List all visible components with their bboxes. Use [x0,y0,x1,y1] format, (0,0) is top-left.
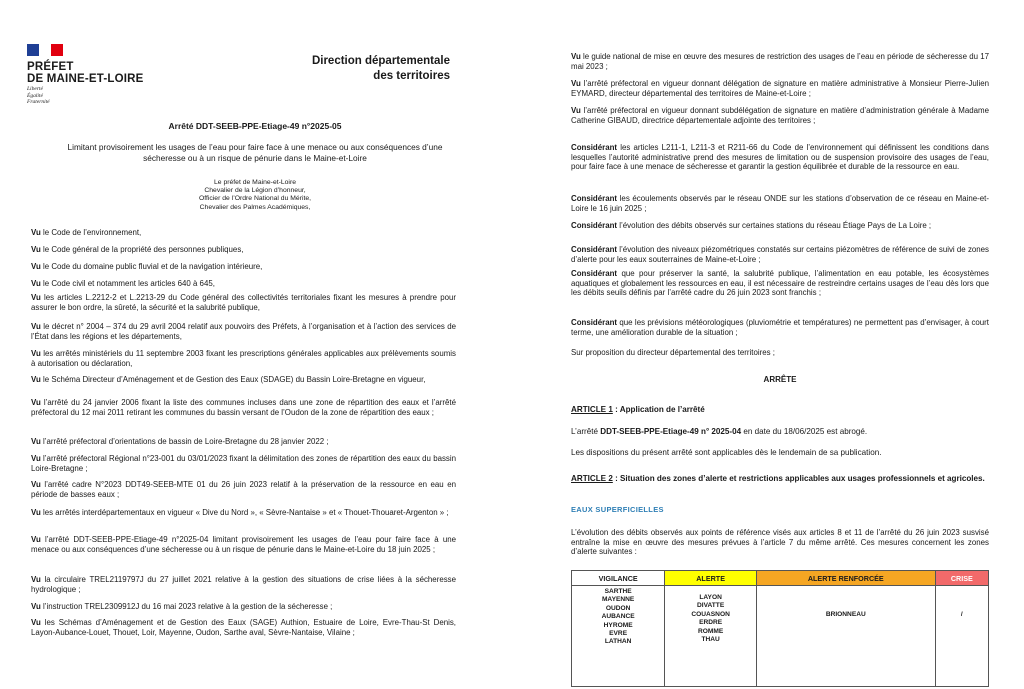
prefet-title-line: Officier de l’Ordre National du Mérite, [198,195,312,203]
section-eaux-superficielles: EAUX SUPERFICIELLES [571,505,664,514]
cell-alerte-renforcee [756,586,935,687]
considerant-paragraph: Considérant les écoulements observés par le réseau ONDE sur les stations d’observation de ce réseau en Maine-et-Loire le 16 juin 2025 ; [571,194,989,213]
visa-paragraph: Vu l’arrêté préfectoral d’orientations de bassin de Loire-Bretagne du 28 janvier 2022 ; [31,437,329,446]
zone-item: HYROME [603,621,633,629]
direction-line2: des territoires [373,70,450,82]
prefet-line1: PRÉFET [27,61,74,73]
header-vigilance: VIGILANCE [572,571,665,586]
visa-paragraph: Vu l’arrêté cadre N°2023 DDT49-SEEB-MTE 01 du 26 juin 2023 relatif à la préservation de la ressource en eau en période de basses eaux ; [31,480,456,499]
article2-text: L’évolution des débits observés aux points de référence visés aux articles 8 et 11 de l’arrêté du 26 juin 2023 susvisé entraîne la mise en œuvre des mesures prévues à l’article 7 du même arrêté. Ces mesures concernent les zones d’alerte suivantes : [571,528,989,556]
zone-item: LATHAN [604,638,632,646]
devise-egalite: Égalité [27,92,43,99]
arrete-word: ARRÊTE [763,375,797,384]
zone-item: THAU [701,636,720,644]
marianne-flag-logo [27,44,63,56]
visa-paragraph: Vu le décret n° 2004 – 374 du 29 avril 2004 relatif aux pouvoirs des Préfets, à l’organisation et à l’action des services de l’État dans les régions et les départements, [31,322,456,341]
zone-item: SARTHE [604,588,632,595]
visa-paragraph: Vu l’arrêté préfectoral Régional n°23-001 du 03/01/2023 fixant la délimitation des zones de répartition des eaux du bassin Loire-Bretagne ; [31,454,456,473]
visa-paragraph: Vu les arrêtés interdépartementaux en vigueur « Dive du Nord », « Sèvre-Nantaise » et « Thouet-Thouaret-Argenton » ; [31,508,449,517]
devise-fraternite: Fraternité [27,99,50,105]
visa-paragraph: Vu l’instruction TREL2309912J du 16 mai 2023 relative à la gestion de la sécheresse ; [31,602,333,611]
header-alerte: ALERTE [665,571,757,586]
visa-paragraph: Vu le Code de l’environnement, [31,228,142,237]
considerant-paragraph: Considérant les articles L211-1, L211-3 et R211-66 du Code de l’environnement qui définissent les conditions dans lesquelles l’autorité administrative prend des mesures de limitation ou de suspension provisoire des usages de l’eau, pour faire face à une menace de sécheresse et garantir la gestion équilibrée et durable de la ressource en eau. [571,143,989,171]
visa-paragraph: Vu l’arrêté préfectoral en vigueur donnant subdélégation de signature en matière d’administration générale à Madame Catherine GIBAUD, directrice départementale adjointe des territoires ; [571,106,989,125]
zone-item: AUBANCE [601,613,635,621]
zone-item: DIVATTE [697,602,725,610]
visa-paragraph: Vu l’arrêté DDT-SEEB-PPE-Etiage-49 n°2025-04 limitant provisoirement les usages de l’eau pour faire face à une menace ou aux conséquences d’une sécheresse ou à un risque de pénurie dans le Maine-et-Loire du 18 juin 2025 ; [31,535,456,554]
visa-paragraph: Vu le Code civil et notamment les articles 640 à 645, [31,279,215,288]
visa-paragraph: Vu l’arrêté du 24 janvier 2006 fixant la liste des communes incluses dans une zone de répartition des eaux et l’arrêté préfectoral du 12 mai 2011 retirant les communes du bassin versant de l’Oudon de la zone de répartition des eaux ; [31,398,456,417]
zone-item: EVRE [609,630,628,638]
zone-item: COUASNON [691,610,730,618]
visa-paragraph: Vu la circulaire TREL2119797J du 27 juillet 2021 relative à la gestion des situations de crise liées à la sécheresse hydrologique ; [31,575,456,594]
visa-paragraph: Vu les Schémas d’Aménagement et de Gestion des Eaux (SAGE) Authion, Estuaire de Loire, Evre-Thau-St Denis, Layon-Aubance-Louet, Thouet, Loir, Mayenne, Oudon, Sarthe aval, Sèvre-Nantaise, Vilaine ; [31,618,456,637]
visa-paragraph: Vu le guide national de mise en œuvre des mesures de restriction des usages de l’eau en période de sécheresse du 17 mai 2023 ; [571,52,989,71]
prefet-line2: DE MAINE-ET-LOIRE [27,73,144,85]
devise [27,86,50,106]
considerant-paragraph: Considérant l’évolution des débits observés sur certaines stations du réseau Étiage Pays de La Loire ; [571,221,932,230]
header-alerte-renforcee: ALERTE RENFORCÉE [756,571,935,586]
header-crise: CRISE [935,571,988,586]
visa-paragraph: Vu les arrêtés ministériels du 11 septembre 2003 fixant les prescriptions générales applicables aux prélèvements soumis à autorisation ou déclaration, [31,349,456,368]
considerant-paragraph: Considérant que les prévisions météorologiques (pluviométrie et températures) ne permettent pas d’envisager, à court terme, une amélioration durable de la situation ; [571,318,989,337]
arrete-subject: Limitant provisoirement les usages de l’eau pour faire face à une menace ou aux conséquences d’une sécheresse ou à un risque de pénurie dans le Maine-et-Loire [67,142,443,163]
zone-item: BRIONNEAU [825,611,866,618]
direction-heading [290,54,450,84]
zone-item: MAYENNE [601,596,635,604]
visa-paragraph: Vu les articles L.2212-2 et L.2213-29 du Code général des collectivités territoriales fixant les mesures à prendre pour assurer le bon ordre, la sûreté, la sécurité et la salubrité publique, [31,293,456,312]
table-header-row [572,571,989,586]
considerant-paragraph: Considérant l’évolution des niveaux piézométriques constatés sur certains piézomètres de référence de suivi de zones d’alerte pour les eaux souterraines de Maine-et-Loire ; [571,245,989,264]
considerant-paragraph: Considérant que pour préserver la santé, la salubrité publique, l’alimentation en eau potable, les écosystèmes aquatiques et globalement les ressources en eau, il est nécessaire de restreindre certains usages de l’eau dès lors que les débits seuils définis par l’arrêté cadre du 26 juin 2023 sont franchis ; [571,269,989,297]
prefet-titles [90,179,420,212]
article1-text: L’arrêté DDT-SEEB-PPE-Etiage-49 n° 2025-04 en date du 18/06/2025 est abrogé. [571,427,868,436]
visa-paragraph: Vu le Code général de la propriété des personnes publiques, [31,245,244,254]
visa-paragraph: Vu le Schéma Directeur d’Aménagement et de Gestion des Eaux (SDAGE) du Bassin Loire-Bretagne en vigueur, [31,375,426,384]
zone-item: / [960,611,963,618]
zones-alerte-table [571,570,989,687]
prefet-block [27,61,144,85]
prefet-title-line: Le préfet de Maine-et-Loire [214,179,296,186]
prefet-title-line: Chevalier de la Légion d’honneur, [204,187,306,195]
cell-vigilance [572,586,665,687]
article2-heading: ARTICLE 2 : Situation des zones d’alerte et restrictions applicables aux usages professionnels et agricoles. [571,474,985,483]
visa-paragraph: Vu l’arrêté préfectoral en vigueur donnant délégation de signature en matière administrative à Monsieur Pierre-Julien EYMARD, directeur départemental des territoires de Maine-et-Loire ; [571,79,989,98]
zone-item: OUDON [605,604,631,612]
direction-line1: Direction départementale [311,55,450,67]
prefet-title-line: Chevalier des Palmes Académiques, [199,203,311,211]
zone-item: ROMME [697,627,724,635]
proposal-paragraph: Sur proposition du directeur départemental des territoires ; [571,348,775,357]
zone-item: LAYON [699,594,722,601]
article1-heading: ARTICLE 1 : Application de l’arrêté [571,405,705,414]
cell-crise [935,586,988,687]
devise-liberte: Liberté [27,86,43,92]
arrete-title: Arrêté DDT-SEEB-PPE-Etiage-49 n°2025-05 [168,121,342,131]
visa-paragraph: Vu le Code du domaine public fluvial et de la navigation intérieure, [31,262,263,271]
article1-text2: Les dispositions du présent arrêté sont applicables dès le lendemain de sa publication. [571,448,882,457]
cell-alerte [665,586,757,687]
table-row [572,586,989,687]
zone-item: ERDRE [699,619,723,627]
